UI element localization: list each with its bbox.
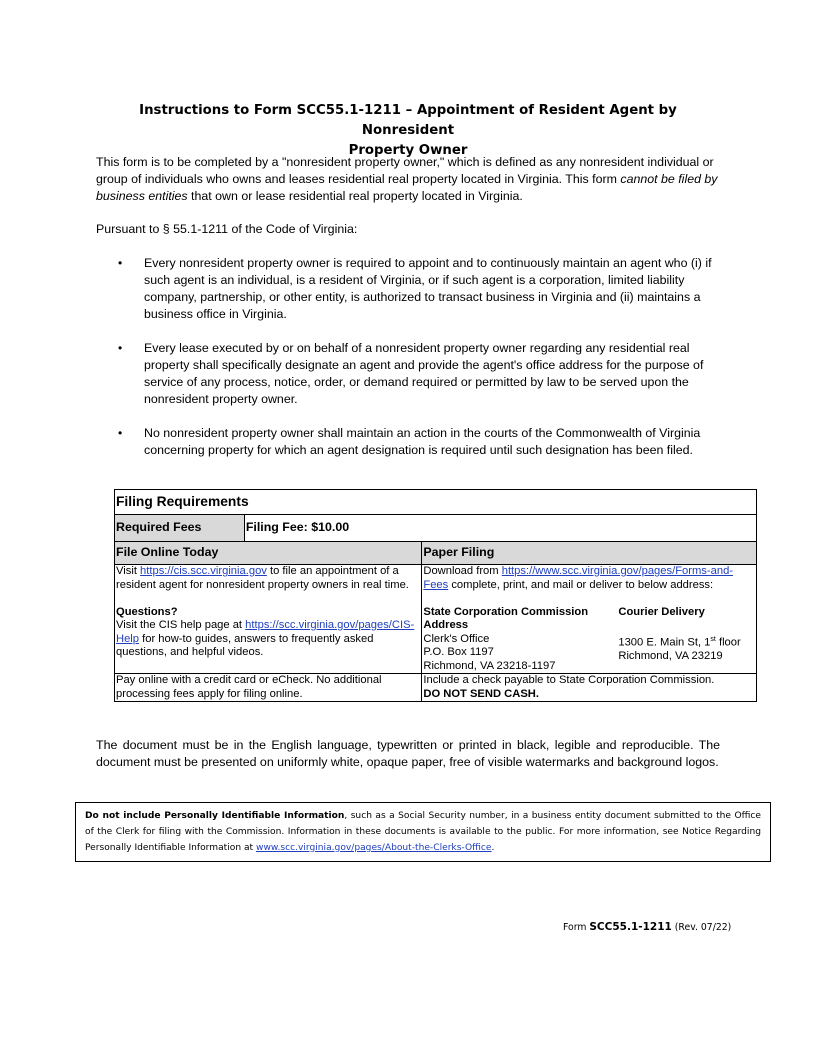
footer-prefix: Form xyxy=(563,922,590,933)
code-requirements-list xyxy=(96,255,728,476)
clerks-office-link[interactable]: www.scc.virginia.gov/pages/About-the-Clerks-Office xyxy=(256,842,492,853)
filing-requirements-table xyxy=(114,489,757,702)
file-online-cell xyxy=(115,565,422,674)
list-item: • No nonresident property owner shall maintain an action in the courts of the Commonwealth of Virginia concerning property for which an agent designation is required until such designation has been filed. xyxy=(96,425,728,459)
footer-form-number: SCC55.1-1211 xyxy=(589,921,672,933)
courier-street-sup: st xyxy=(710,635,716,643)
mail-address-line: Richmond, VA 23218-1197 xyxy=(423,659,556,672)
pii-notice-bold: Do not include Personally Identifiable Information xyxy=(85,811,345,821)
pursuant-paragraph: Pursuant to § 55.1-1211 of the Code of Virginia: xyxy=(96,222,358,236)
mail-address-line: Clerk's Office xyxy=(423,632,490,645)
filing-requirements-heading: Filing Requirements xyxy=(115,490,757,515)
online-instructions xyxy=(116,565,420,592)
questions-heading: Questions? xyxy=(116,605,178,618)
cis-portal-link[interactable]: https://cis.scc.virginia.gov xyxy=(140,565,267,577)
mail-address-column xyxy=(423,606,618,674)
courier-street xyxy=(618,633,755,650)
courier-heading: Courier Delivery xyxy=(618,605,705,618)
questions-text-post: for how-to guides, answers to frequently asked questions, and helpful videos. xyxy=(116,632,374,658)
paper-filing-cell xyxy=(422,565,757,674)
intro-paragraph xyxy=(96,154,720,205)
pii-notice-end: . xyxy=(491,842,495,853)
form-footer xyxy=(563,921,731,933)
list-item: • Every lease executed by or on behalf of a nonresident property owner regarding any residential real property shall specifically designate an agent and provide the agent's office address for the purpose of service of any process, notice, order, or demand required or permitted by law to be served upon the nonresident property owner. xyxy=(96,340,728,408)
intro-emphasis: cannot be filed by business entities xyxy=(96,172,718,203)
intro-text-2: that own or lease residential real property located in Virginia. xyxy=(187,189,523,203)
list-item: • Every nonresident property owner is required to appoint and to continuously maintain an agent who (i) if such agent is an individual, is a resident of Virginia, or if such agent is a corporation, limited liability company, partnership, or other entity, is authorized to transact business in Virginia and (ii) maintains a business office in Virginia. xyxy=(96,255,728,323)
file-online-heading: File Online Today xyxy=(115,542,422,565)
page-title xyxy=(96,101,720,161)
title-line-2: Property Owner xyxy=(348,143,468,158)
online-text-post: to file an appointment of a resident agent for nonresident property owners in real time. xyxy=(116,565,409,591)
courier-street-post: floor xyxy=(715,636,741,649)
footer-revision: (Rev. 07/22) xyxy=(671,922,732,933)
mail-address-heading: State Corporation Commission Address xyxy=(423,605,589,631)
courier-street-pre: 1300 E. Main St, 1 xyxy=(618,636,711,649)
paper-payment-cell xyxy=(422,674,757,702)
courier-address-column xyxy=(618,606,755,674)
mail-address-line: P.O. Box 1197 xyxy=(423,646,494,658)
title-line-1: Instructions to Form SCC55.1-1211 – Appointment of Resident Agent by Nonresident xyxy=(139,103,677,138)
intro-text-1: This form is to be completed by a "nonresident property owner," which is defined as any nonresident individual or group of individuals who owns and leases residential real property located in Virginia. This form xyxy=(96,155,714,186)
no-cash-warning: DO NOT SEND CASH. xyxy=(423,687,539,700)
paper-instructions xyxy=(423,565,755,592)
filing-fee-value: Filing Fee: $10.00 xyxy=(244,515,756,542)
pii-notice-box xyxy=(75,802,771,862)
paper-filing-heading: Paper Filing xyxy=(422,542,757,565)
forms-and-fees-link[interactable]: https://www.scc.virginia.gov/pages/Forms-and-Fees xyxy=(423,565,734,591)
pii-notice-text: , such as a Social Security number, in a business entity document submitted to the Office of the Clerk for filing with the Commission. Information in these documents is available to the public. For more information, see Notice Regarding Personally Identifiable Information at xyxy=(85,811,761,853)
cis-help-link[interactable]: https://scc.virginia.gov/pages/CIS-Help xyxy=(116,619,415,645)
courier-city: Richmond, VA 23219 xyxy=(618,649,723,662)
paper-text-pre: Download from xyxy=(423,565,502,577)
online-text-pre: Visit xyxy=(116,565,141,577)
required-fees-label: Required Fees xyxy=(115,515,245,542)
paper-text-post: complete, print, and mail or deliver to below address: xyxy=(448,578,714,591)
questions-text-pre: Visit the CIS help page at xyxy=(116,619,246,631)
questions-text xyxy=(116,619,420,660)
document-requirements-paragraph: The document must be in the English language, typewritten or printed in black, legible and reproducible. The document must be presented on uniformly white, opaque paper, free of visible watermarks and background logos. xyxy=(96,738,720,769)
online-payment-cell: Pay online with a credit card or eCheck. No additional processing fees apply for filing online. xyxy=(115,674,422,702)
paper-payment-text: Include a check payable to State Corporation Commission. xyxy=(423,674,715,686)
mailing-addresses xyxy=(423,606,755,674)
